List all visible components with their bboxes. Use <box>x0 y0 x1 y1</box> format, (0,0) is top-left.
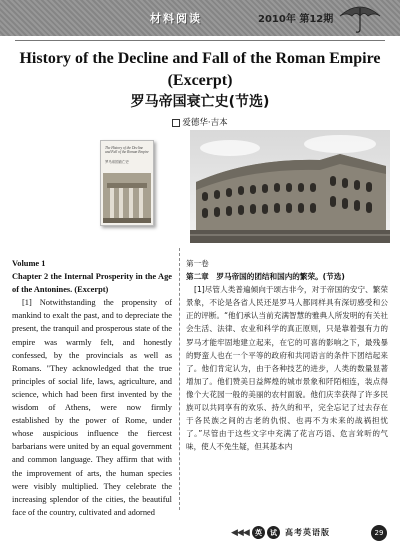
section-title: 材料阅读 <box>150 12 202 25</box>
colosseum-photo <box>190 130 390 243</box>
book-cover-title-cn: 罗马帝国衰亡史 <box>105 160 129 164</box>
book-cover-image <box>100 140 154 226</box>
article-title-english: History of the Decline and Fall of the Roman Empire (Excerpt) <box>19 50 381 89</box>
english-paragraph: [1] Notwithstanding the propensity of mankind to exalt the past, and to depreciate the present, the tranquil and prosperous state of the empire was warmly felt, and honestly confessed, by the provincials as well as Romans. "They acknowledged that the true principles of social life, laws, agriculture, and science, which had been first invented by the wisdom of Athens, were now firmly established by the power of Rome, under whose auspicious influence the fiercest barbarians were united by an equal government and common language. They affirm that with the improvement of arts, the human species were visibly multiplied. They celebrate the increasing splendor of the cities, the beautiful face of the country, cultivated and adorned <box>12 298 172 517</box>
article-title-chinese: 罗马帝国衰亡史(节选) <box>130 94 270 110</box>
english-column <box>12 257 172 519</box>
chinese-column <box>186 257 388 453</box>
page-number: 29 <box>371 525 387 541</box>
chinese-chapter-heading: 第二章 罗马帝国的团结和国内的繁荣。(节选) <box>186 272 345 282</box>
magazine-title: 高考英语版 <box>285 528 330 537</box>
magazine-logo-char: 试 <box>267 526 280 539</box>
author-name: 爱德华·吉本 <box>182 118 228 128</box>
header-rule <box>15 40 385 41</box>
column-divider <box>179 248 180 510</box>
magazine-logo-char: 英 <box>252 526 265 539</box>
page-footer <box>0 518 400 550</box>
issue-label: 2010年 第12期 <box>258 14 334 25</box>
chinese-paragraph: [1]尽管人类普遍倾向于颂古非今，对于帝国的安宁、繁荣景象，不论是各省人民还是罗马人都同样具有深切感受和公正的评断。“他们承认当前充满智慧的雅典人所发明的有关社会生活、法律、农业和科学的真正原则，只是靠着强有力的罗马才能牢固地建立起来，在它的可喜的影响之下，最残暴的野蛮人也在一个平等的政府和共同语言的条件下团结起来了。他们肯定认为，由于各种技艺的进步，人类的数量显著增加了。他们赞美日益辉煌的城市景象和阡陌相连，装点得像个大花园一般的美丽的农村面貌。他们庆幸获得了许多民族可以共同享有的欢乐、持久的和平，完全忘记了过去存在于各民族之间的古老的仇恨、也再不为未来的战祸担忧了。”尽管由于这些文字中充满了花言巧语、危言耸听的气味，使人不免生疑，但其基本内 <box>186 285 388 452</box>
page-header <box>0 0 400 36</box>
book-cover-illustration <box>103 173 151 223</box>
author-box-icon <box>172 119 180 127</box>
footer-arrows-icon: ◀◀◀ <box>231 528 249 538</box>
book-cover-title-en: The History of the Decline and Fall of the Roman Empire <box>105 146 149 155</box>
magazine-name <box>252 526 330 539</box>
author-line <box>15 116 385 128</box>
umbrella-icon <box>336 2 384 34</box>
english-chapter-heading: Chapter 2 the Internal Prosperity in the Age of the Antonines. (Excerpt) <box>12 272 172 295</box>
chinese-volume-heading: 第一卷 <box>186 259 209 268</box>
english-volume-heading: Volume 1 <box>12 259 46 268</box>
